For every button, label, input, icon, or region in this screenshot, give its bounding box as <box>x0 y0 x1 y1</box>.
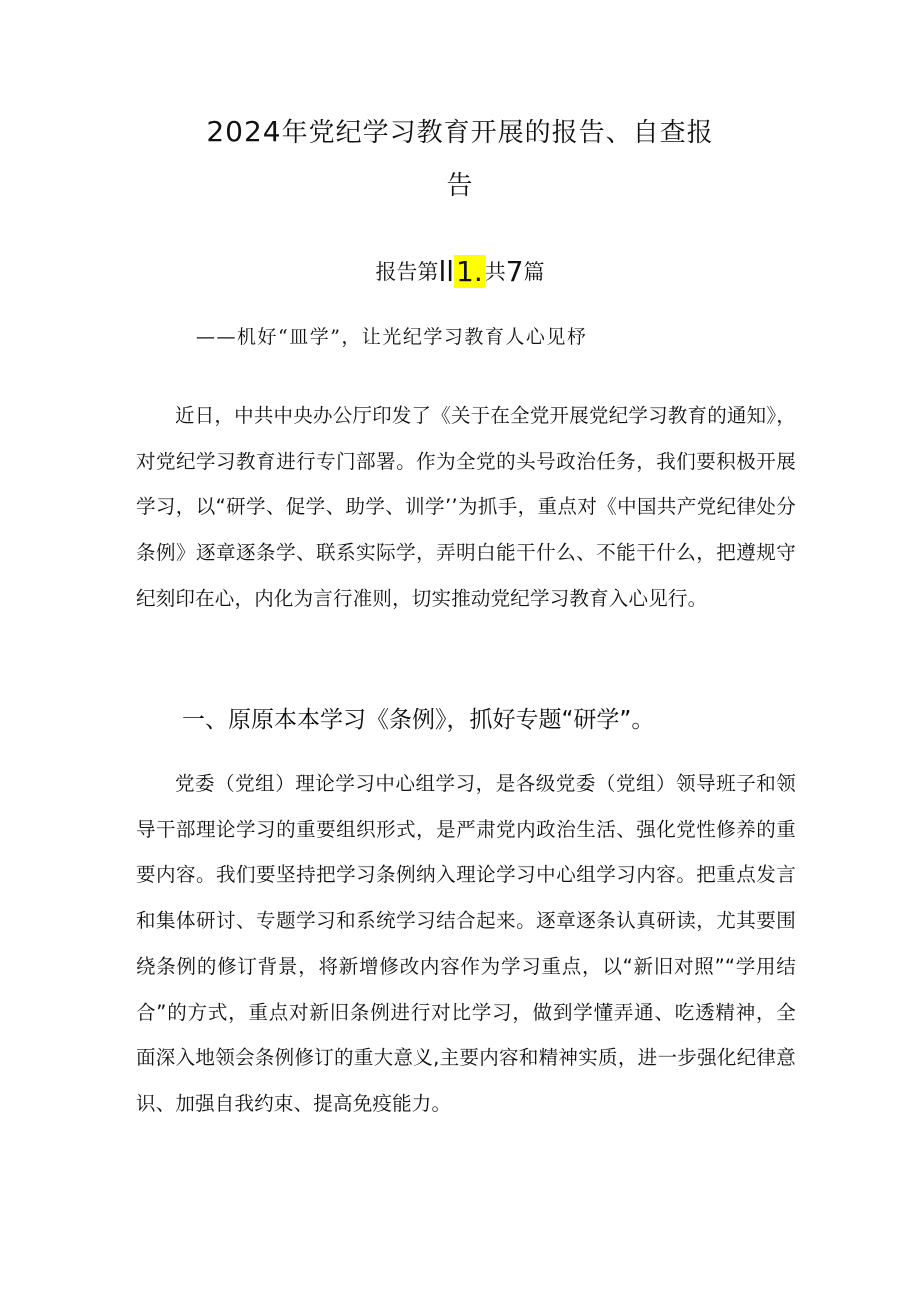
subtitle-suffix: 篇 <box>523 260 545 284</box>
document-subtitle <box>150 254 770 290</box>
subtitle-mid: 共 <box>484 260 506 284</box>
title-text: 年党纪学习教育开展的报告、自查报 <box>281 118 714 148</box>
document-tagline: ——机好“皿学”，让光纪学习教育人心见杼 <box>196 326 588 348</box>
title-year: 2024 <box>206 115 282 148</box>
document-title-line1 <box>150 116 770 149</box>
paragraph-section-1: 党委（党组）理论学习中心组学习，是各级党委（党组）领导班子和领导干部理论学习的重要组织形式，是严肃党内政治生活、强化党性修养的重要内容。我们要坚持把学习条例纳入理论学习中心组学习内容。把重点发言和集体研讨、专题学习和系统学习结合起来。逐章逐条认真研读，尤其要围绕条例的修订背景，将新增修改内容作为学习重点，以“新旧对照”“学用结合”的方式，重点对新旧条例进行对比学习，做到学懂弄通、吃透精神，全面深入地领会条例修订的重大意义,主要内容和精神实质，进一步强化纪律意识、加强自我约束、提高免疫能力。 <box>136 772 796 1115</box>
section-heading-1: 一、原原本本学习《条例》，抓好专题“研学”。 <box>182 707 655 733</box>
subtitle-count: 7 <box>505 255 524 288</box>
subtitle-prefix: 报告第 <box>375 260 439 284</box>
paragraph-intro: 近日，中共中央办公厅印发了《关于在全党开展党纪学习教育的通知》，对党纪学习教育进行专门部署。作为全党的头号政治任务，我们要积极开展学习，以“研学、促学、助学、训学’’为抓手，重点对《中国共产党纪律处分条例》逐章逐条学、联系实际学，弄明白能干什么、不能干什么，把遵规守纪刻印在心，内化为言行准则，切实推动党纪学习教育入心见行。 <box>136 404 796 610</box>
subtitle-highlight: 1. <box>456 255 483 288</box>
subtitle-mark: ll <box>438 255 454 288</box>
document-title-line2: 告 <box>446 171 474 201</box>
